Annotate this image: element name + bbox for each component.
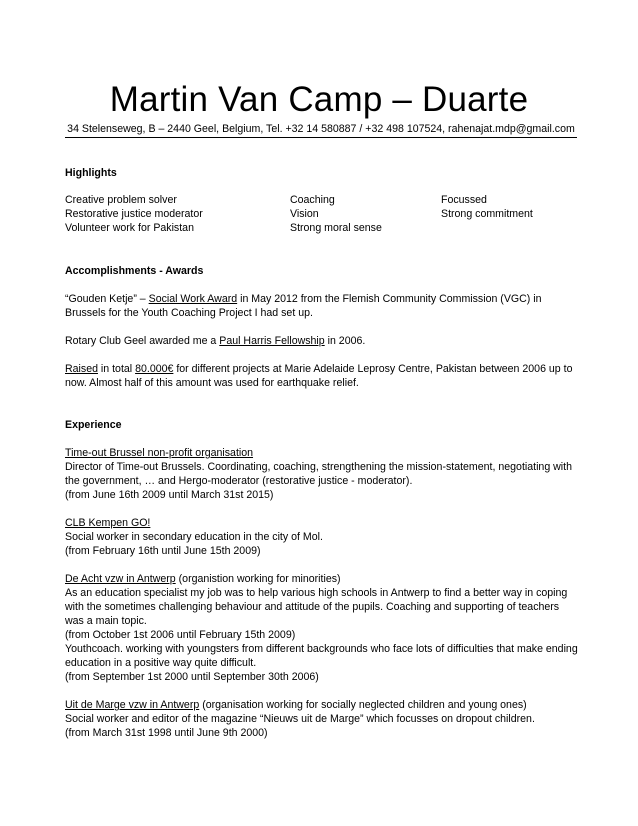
experience-heading: Experience [65,419,122,431]
highlight-item: Coaching [290,194,335,206]
header-divider [65,137,577,138]
award-social-work [65,292,580,320]
experience-entry-uit-de-marge [65,698,580,740]
employer-note: (organistion working for minorities) [175,573,341,585]
award-rotary [65,334,580,348]
highlight-item: Focussed [441,194,487,206]
job-dates: (from June 16th 2009 until March 31st 2015) [65,489,274,501]
award-text: “Gouden Ketje” – [65,293,149,305]
highlight-item: Strong moral sense [290,222,382,234]
job-description: Social worker in secondary education in the city of Mol. [65,531,323,543]
job-description: Director of Time-out Brussels. Coordinating, coaching, strengthening the mission-statement, negotiating with the government, … and Hergo-moderator (restorative justice - moderator). [65,461,572,487]
highlight-item: Strong commitment [441,208,533,220]
accomplishments-heading: Accomplishments - Awards [65,265,204,277]
award-link: Raised [65,363,98,375]
candidate-name: Martin Van Camp – Duarte [109,80,529,119]
award-fundraising [65,362,580,390]
award-text: in May 2012 from the Flemish Community Commission (VGC) in Brussels for the Youth Coaching Project I had set up. [65,293,542,319]
award-text: for different projects at Marie Adelaide Leprosy Centre, Pakistan between 2006 up to now. Almost half of this amount was used for earthquake relief. [65,363,573,389]
employer-line [65,698,580,712]
job-dates: (from September 1st 2000 until September 30th 2006) [65,671,319,683]
employer-line [65,572,580,586]
contact-line: 34 Stelenseweg, B – 2440 Geel, Belgium, Tel. +32 14 580887 / +32 498 107524, rahenajat.mdp@gmail.com [67,123,575,135]
employer-name: CLB Kempen GO! [65,517,151,529]
award-text: Rotary Club Geel awarded me a [65,335,220,347]
highlights-heading: Highlights [65,167,117,179]
highlight-item: Restorative justice moderator [65,208,203,220]
award-text: in total [97,363,136,375]
experience-entry-clb [65,516,580,558]
award-link: Paul Harris Fellowship [219,335,325,347]
highlight-item: Vision [290,208,319,220]
job-description: Youthcoach. working with youngsters from different backgrounds who face lots of difficulties that make ending education in a positive way quite difficult. [65,643,578,669]
job-description: Social worker and editor of the magazine “Nieuws uit de Marge” which focusses on dropout children. [65,713,535,725]
award-text: in 2006. [324,335,366,347]
highlight-item: Volunteer work for Pakistan [65,222,194,234]
job-dates: (from October 1st 2006 until February 15th 2009) [65,629,296,641]
job-dates: (from February 16th until June 15th 2009) [65,545,261,557]
employer-note: (organisation working for socially neglected children and young ones) [199,699,527,711]
award-link: Social Work Award [148,293,238,305]
employer-name: Uit de Marge vzw in Antwerp [65,699,200,711]
job-dates: (from March 31st 1998 until June 9th 2000) [65,727,268,739]
employer-name: De Acht vzw in Antwerp [65,573,176,585]
highlight-item: Creative problem solver [65,194,177,206]
employer-name: Time-out Brussel non-profit organisation [65,447,254,459]
experience-entry-timeout [65,446,580,502]
award-amount: 80.000€ [135,363,174,375]
experience-entry-de-acht [65,572,580,684]
job-description: As an education specialist my job was to help various high schools in Antwerp to find a better way in coping with the sometimes challenging behaviour and attitude of the pupils. Coaching and supporting of teachers was a main topic. [65,587,568,627]
